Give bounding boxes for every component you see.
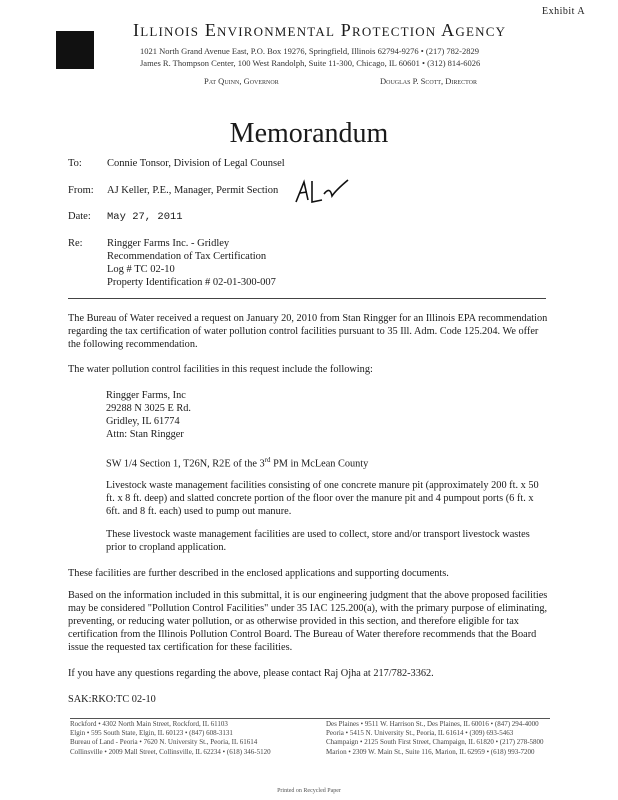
footer-right-line: Des Plaines • 9511 W. Harrison St., Des Plaines, IL 60016 • (847) 294-4000: [326, 720, 539, 728]
header-divider: [68, 298, 546, 299]
re-label: Re:: [68, 238, 83, 249]
agency-name: Illinois Environmental Protection Agency: [133, 20, 507, 40]
footer-left-line: Rockford • 4302 North Main Street, Rockford, IL 61103: [70, 720, 228, 728]
contact-paragraph: If you have any questions regarding the above, please contact Raj Ojha at 217/782-3362.: [68, 668, 434, 679]
re-line-4: Property Identification # 02-01-300-007: [107, 277, 276, 288]
address-line-2: James R. Thompson Center, 100 West Randolph, Suite 11-300, Chicago, IL 60601 • (312) 814-6026: [140, 58, 481, 68]
applicant-line-2: 29288 N 3025 E Rd.: [106, 403, 191, 414]
exhibit-label: Exhibit A: [542, 6, 586, 17]
memo-title: Memorandum: [229, 118, 389, 149]
footer-left-line: Collinsville • 2009 Mall Street, Collinsville, IL 62234 • (618) 346-5120: [70, 747, 271, 756]
location-post: PM in McLean County: [270, 458, 369, 470]
applicant-line-1: Ringger Farms, Inc: [106, 390, 186, 401]
footer-divider: [70, 718, 550, 719]
from-value: AJ Keller, P.E., Manager, Permit Section: [107, 185, 279, 196]
footer-right-line: Marion • 2309 W. Main St., Suite 116, Marion, IL 62959 • (618) 993-7200: [326, 747, 535, 756]
intro-paragraph: The Bureau of Water received a request on January 20, 2010 from Stan Ringger for an Illinois EPA recommendation regarding the tax certification of water pollution control facilities pursuant to 35 Ill. Adm. Code 125.204. We offer the following recommendation.: [68, 313, 548, 350]
signature-initials: [292, 176, 352, 208]
location-sup: rd: [264, 456, 271, 464]
facility-description: Livestock waste management facilities consisting of one concrete manure pit (approximately 200 ft. x 50 ft. x 8 ft. deep) and slatted concrete portion of the floor over the manure pit and 4 pumpout ports (6 ft. x 6ft. and 8 ft. each) used to pump out manure.: [106, 480, 539, 517]
re-line-2: Recommendation of Tax Certification: [107, 251, 267, 262]
recommendation-paragraph: Based on the information included in this submittal, it is our engineering judgment that the above proposed facilities may be considered "Pollution Control Facilities" under 35 IAC 125.200(a), with the primary purpose of eliminating, preventing, or reducing water pollution, or as otherwise provided in this section, and therefore eligible for tax certification from the Illinois Pollution Control Board. The Bureau of Water therefore recommends that the Board issue the requested tax certification for these facilities.: [68, 590, 548, 653]
facility-use: These livestock waste management facilities are used to collect, store and/or transport livestock wastes prior to cropland application.: [106, 529, 530, 553]
governor-name: Pat Quinn, Governor: [204, 76, 279, 86]
footer-left-line: Bureau of Land - Peoria • 7620 N. University St., Peoria, IL 61614: [70, 738, 258, 747]
footer-left: [70, 720, 271, 757]
footer-left-line: Elgin • 595 South State, Elgin, IL 60123 • (847) 608-3131: [70, 729, 233, 738]
director-name: Douglas P. Scott, Director: [380, 76, 477, 86]
reference-code: SAK:RKO:TC 02-10: [68, 694, 156, 705]
location-pre: SW 1/4 Section 1, T26N, R2E of the 3: [106, 458, 265, 470]
re-line-1: Ringger Farms Inc. - Gridley: [107, 238, 230, 249]
to-label: To:: [68, 158, 82, 169]
from-label: From:: [68, 185, 94, 196]
address-line-1: 1021 North Grand Avenue East, P.O. Box 19276, Springfield, Illinois 62794-9276 • (217) 782-2829: [140, 46, 480, 56]
to-value: Connie Tonsor, Division of Legal Counsel: [107, 158, 285, 169]
date-label: Date:: [68, 211, 91, 222]
re-line-3: Log # TC 02-10: [107, 264, 175, 275]
footer-right: [326, 720, 544, 757]
agency-logo: [56, 31, 94, 69]
date-value: May 27, 2011: [107, 211, 183, 223]
footer-right-line: Champaign • 2125 South First Street, Champaign, IL 61820 • (217) 278-5800: [326, 738, 544, 747]
facilities-intro: The water pollution control facilities in this request include the following:: [68, 364, 373, 375]
applicant-line-3: Gridley, IL 61774: [106, 416, 180, 427]
further-described: These facilities are further described in the enclosed applications and supporting documents.: [68, 568, 449, 579]
location-line: [106, 454, 546, 470]
applicant-line-4: Attn: Stan Ringger: [106, 429, 184, 440]
printed-on-recycled: Printed on Recycled Paper: [277, 788, 341, 794]
footer-right-line: Peoria • 5415 N. University St., Peoria, IL 61614 • (309) 693-5463: [326, 729, 514, 738]
